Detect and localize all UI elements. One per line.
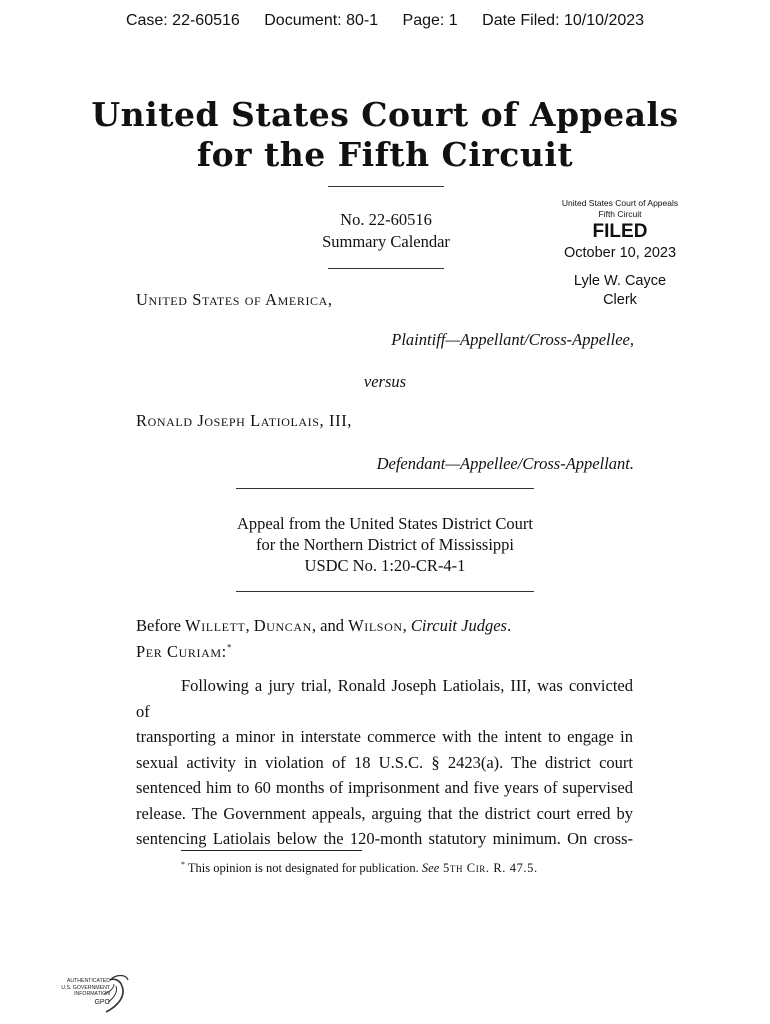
separator: , and (311, 616, 349, 635)
gpo-authentication-seal (40, 970, 135, 1018)
appeal-line3: USDC No. 1:20-CR-4-1 (304, 556, 466, 575)
defendant-name: Ronald Joseph Latiolais, III, (136, 411, 353, 430)
case-header (0, 12, 770, 30)
court-title (0, 95, 770, 175)
footnote-rule (181, 850, 362, 851)
stamp-clerk-name: Lyle W. Cayce (573, 273, 667, 289)
opinion-line: transporting a minor in interstate commerce with the intent to engage in (136, 727, 633, 746)
versus-label: versus (363, 372, 407, 391)
docket-number: No. 22-60516 (340, 210, 432, 229)
opinion-line: sentencing Latiolais below the 120-month statutory minimum. On cross- (136, 829, 633, 848)
opinion-line: sentenced him to 60 months of imprisonment and five years of supervised (136, 778, 633, 797)
footnote-mark: * (181, 860, 185, 869)
panel-line (136, 616, 511, 636)
judge-name: Willett (185, 616, 246, 635)
footnote-cite: 5th Cir. R. 47.5. (439, 861, 538, 876)
appeal-info (0, 513, 770, 576)
plaintiff-name: United States of America, (136, 290, 333, 309)
divider (328, 268, 444, 269)
seal-line: AUTHENTICATED (66, 978, 110, 984)
divider (236, 591, 534, 592)
appeal-line1: Appeal from the United States District Court (236, 514, 534, 533)
footnote-text: This opinion is not designated for publication. (185, 861, 422, 876)
divider (236, 488, 534, 489)
stamp-clerk-title: Clerk (603, 292, 637, 308)
defendant-role: Defendant—Appellee/Cross-Appellant. (376, 454, 634, 473)
judge-name: Duncan (253, 616, 312, 635)
footnote-marker: * (226, 642, 232, 653)
opinion-line: sexual activity in violation of 18 U.S.C. § 2423(a). The district court (136, 752, 633, 772)
separator: , (245, 616, 254, 635)
eagle-icon (100, 972, 130, 1016)
docket-calendar: Summary Calendar (322, 232, 450, 251)
opinion-line: Following a jury trial, Ronald Joseph Latiolais, III, was convicted of (136, 676, 633, 721)
document-number: Document: 80-1 (264, 12, 379, 29)
stamp-circuit: Fifth Circuit (598, 209, 642, 219)
docket-info (286, 209, 486, 253)
appeal-line2: for the Northern District of Mississippi (255, 535, 514, 554)
footnote (181, 860, 538, 876)
opinion-line: release. The Government appeals, arguing that the district court erred by (136, 803, 633, 823)
page-number: Page: 1 (402, 12, 458, 29)
stamp-date: October 10, 2023 (563, 245, 677, 261)
per-curiam-label: Per Curiam: (136, 642, 227, 661)
stamp-court: United States Court of Appeals (561, 198, 679, 208)
footnote-see: See (421, 861, 440, 876)
filed-stamp (545, 198, 695, 309)
plaintiff-role: Plaintiff—Appellant/Cross-Appellee, (391, 330, 634, 349)
opinion-text (136, 673, 633, 852)
panel-before: Before (136, 616, 186, 635)
seal-line: INFORMATION (74, 991, 110, 997)
date-filed: Date Filed: 10/10/2023 (482, 12, 645, 29)
divider (328, 186, 444, 187)
court-title-line1: United States Court of Appeals (91, 95, 679, 134)
judge-name: Wilson (348, 616, 403, 635)
stamp-status: FILED (592, 221, 648, 242)
case-number: Case: 22-60516 (125, 12, 240, 29)
per-curiam (136, 642, 231, 662)
separator: , (402, 616, 411, 635)
seal-gpo: GPO (94, 998, 110, 1006)
court-title-line2: for the Fifth Circuit (196, 135, 574, 174)
judges-title: Circuit Judges (410, 616, 507, 635)
separator: . (506, 616, 512, 635)
seal-line: U.S. GOVERNMENT (61, 984, 110, 991)
